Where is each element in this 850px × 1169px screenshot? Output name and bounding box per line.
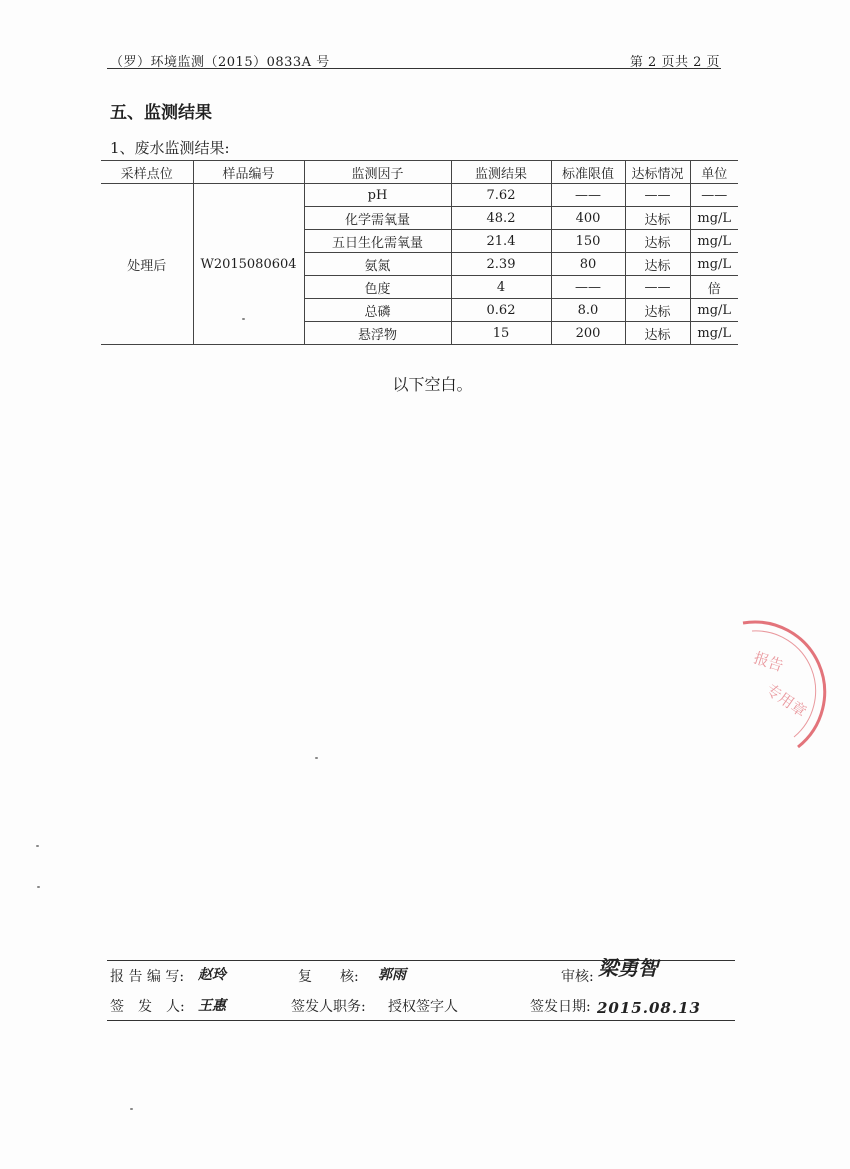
- limit-cell: ——: [551, 184, 625, 207]
- section-title: 五、监测结果: [110, 103, 212, 123]
- status-cell: 达标: [625, 253, 690, 276]
- auditor-label: 审核:: [561, 969, 594, 985]
- footer-bottom-rule: [107, 1020, 735, 1021]
- limit-cell: 8.0: [551, 299, 625, 322]
- official-seal-icon: [738, 615, 848, 755]
- factor-cell: 色度: [304, 276, 451, 299]
- reviewer-signature: 郭雨: [378, 967, 406, 983]
- column-header: 单位: [690, 161, 738, 184]
- site-cell: 处理后: [101, 184, 193, 345]
- result-cell: 15: [451, 322, 551, 345]
- subsection-title: 1、废水监测结果:: [110, 139, 230, 157]
- table-header-row: [101, 161, 738, 184]
- limit-cell: 80: [551, 253, 625, 276]
- report-number: （罗）环境监测（2015）0833A 号: [110, 55, 330, 70]
- results-table: [101, 160, 738, 345]
- limit-cell: 150: [551, 230, 625, 253]
- status-cell: 达标: [625, 230, 690, 253]
- unit-cell: mg/L: [690, 207, 738, 230]
- compiler-signature: 赵玲: [198, 967, 226, 983]
- page-info: 第 2 页共 2 页: [629, 55, 720, 70]
- sample-id-cell: W2015080604: [193, 184, 304, 345]
- auditor-signature: 梁勇智: [598, 956, 658, 980]
- unit-cell: 倍: [690, 276, 738, 299]
- column-header: 标准限值: [551, 161, 625, 184]
- column-header: 监测结果: [451, 161, 551, 184]
- unit-cell: mg/L: [690, 299, 738, 322]
- result-cell: 7.62: [451, 184, 551, 207]
- status-cell: 达标: [625, 299, 690, 322]
- result-cell: 48.2: [451, 207, 551, 230]
- column-header: 样品编号: [193, 161, 304, 184]
- status-cell: 达标: [625, 207, 690, 230]
- factor-cell: pH: [304, 184, 451, 207]
- blank-note: 以下空白。: [392, 375, 473, 394]
- issue-date-label: 签发日期:: [530, 999, 591, 1015]
- result-cell: 0.62: [451, 299, 551, 322]
- column-header: 达标情况: [625, 161, 690, 184]
- result-cell: 4: [451, 276, 551, 299]
- status-cell: 达标: [625, 322, 690, 345]
- factor-cell: 氨氮: [304, 253, 451, 276]
- compiler-label: 报 告 编 写:: [110, 969, 185, 985]
- scan-speck: [130, 1108, 133, 1110]
- unit-cell: mg/L: [690, 322, 738, 345]
- scan-speck: [36, 845, 39, 847]
- column-header: 采样点位: [101, 161, 193, 184]
- unit-cell: mg/L: [690, 230, 738, 253]
- reviewer-label: 复 核:: [298, 969, 359, 985]
- status-cell: ——: [625, 184, 690, 207]
- limit-cell: 400: [551, 207, 625, 230]
- result-cell: 21.4: [451, 230, 551, 253]
- scan-speck: [37, 886, 40, 888]
- result-cell: 2.39: [451, 253, 551, 276]
- unit-cell: mg/L: [690, 253, 738, 276]
- issuer-label: 签 发 人:: [110, 999, 185, 1015]
- header-rule: [107, 68, 721, 69]
- factor-cell: 总磷: [304, 299, 451, 322]
- scan-speck: [315, 757, 318, 759]
- factor-cell: 化学需氧量: [304, 207, 451, 230]
- issue-date: 2015.08.13: [597, 999, 701, 1017]
- status-cell: ——: [625, 276, 690, 299]
- limit-cell: ——: [551, 276, 625, 299]
- column-header: 监测因子: [304, 161, 451, 184]
- table-row: [101, 184, 738, 207]
- unit-cell: ——: [690, 184, 738, 207]
- limit-cell: 200: [551, 322, 625, 345]
- svg-text:专用章: 专用章: [762, 680, 810, 721]
- scan-speck: [242, 318, 245, 320]
- issuer-role-label: 签发人职务:: [291, 999, 366, 1015]
- factor-cell: 悬浮物: [304, 322, 451, 345]
- svg-text:报告: 报告: [751, 648, 786, 676]
- factor-cell: 五日生化需氧量: [304, 230, 451, 253]
- issuer-signature: 王惠: [198, 998, 226, 1014]
- issuer-role: 授权签字人: [388, 999, 458, 1015]
